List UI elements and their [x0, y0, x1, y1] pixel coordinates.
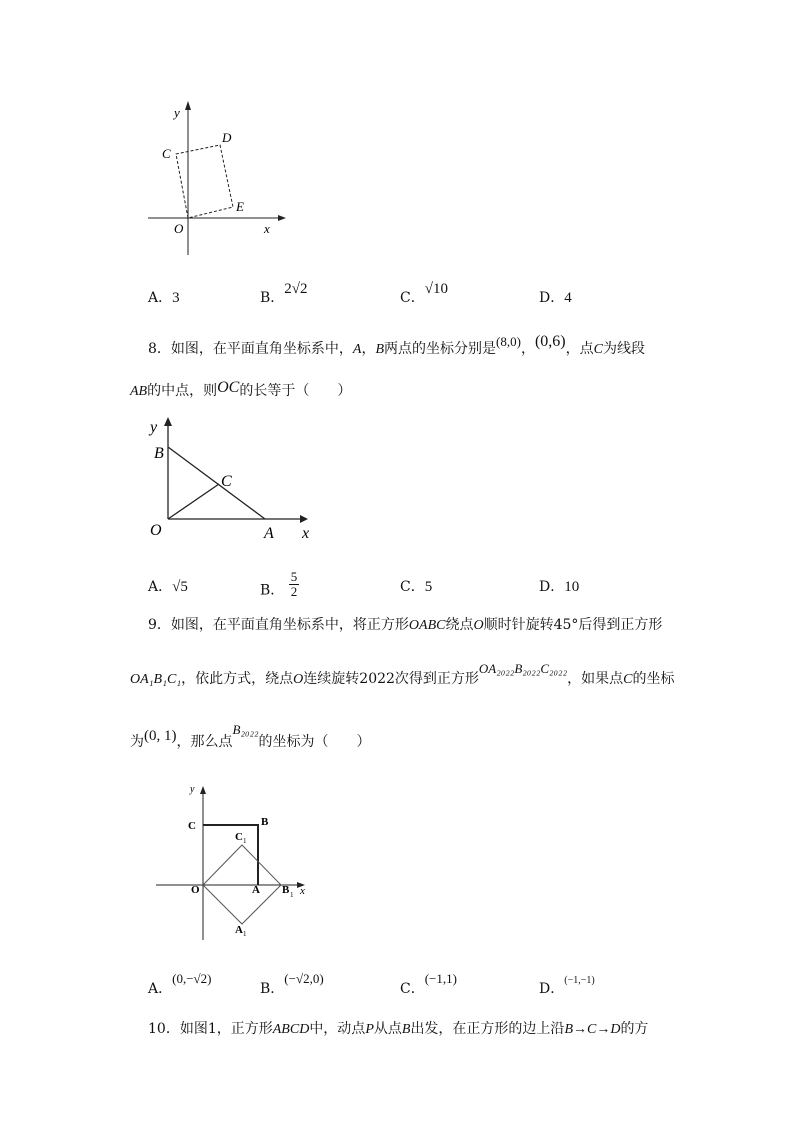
label-x: x	[300, 885, 305, 897]
q8-option-c[interactable]	[400, 576, 432, 596]
figure-q8	[140, 410, 330, 545]
label-e: E	[236, 199, 244, 214]
question-text: ，那么点	[176, 734, 233, 750]
point-b2022: B₂₀₂₂	[232, 722, 259, 737]
label-b1: B	[282, 884, 290, 896]
square-abcd: ABCD	[272, 1022, 310, 1037]
q10-line-1	[148, 1018, 648, 1038]
coord-b: (0,6)	[534, 333, 566, 350]
fraction-denominator: 2	[290, 584, 298, 599]
var-a: A	[352, 342, 362, 357]
question-number: 10．	[148, 1021, 180, 1037]
option-letter: D．	[539, 981, 565, 997]
label-c: C	[188, 820, 196, 832]
x-axis-arrow	[278, 215, 286, 221]
label-b1-sub: 1	[290, 891, 294, 899]
q9-line-3	[130, 722, 371, 751]
q9-line-1	[148, 614, 662, 634]
var-c: C	[593, 342, 603, 357]
q9-option-c[interactable]	[400, 971, 457, 998]
label-c1-sub: 1	[243, 837, 247, 845]
label-x: x	[302, 525, 310, 542]
var-b: B	[401, 1022, 411, 1037]
label-a: A	[264, 525, 274, 542]
label-a1: A	[235, 924, 243, 936]
question-number: 8．	[148, 341, 171, 357]
option-value: 10	[564, 579, 580, 595]
question-text: 中，动点	[309, 1021, 366, 1037]
label-c: C	[162, 146, 171, 161]
coord-a: (8,0)	[496, 334, 521, 349]
x-axis-arrow	[300, 515, 308, 523]
q8-line-1	[148, 333, 645, 358]
question-text: 的中点，则	[147, 383, 218, 399]
option-letter: D．	[539, 290, 565, 306]
q7-option-c[interactable]	[400, 281, 448, 307]
option-value: (−√2,0)	[284, 971, 324, 986]
question-text: ，如果点	[567, 671, 624, 687]
q8-option-d[interactable]	[539, 576, 579, 596]
segment-ab	[168, 447, 265, 519]
q8-option-a[interactable]	[148, 576, 188, 596]
option-value: 4	[564, 290, 572, 306]
question-text: ，点	[565, 341, 594, 357]
label-c1: C	[235, 831, 243, 843]
option-value: (−1,−1)	[564, 975, 595, 986]
option-letter: A．	[148, 579, 173, 595]
label-y: y	[190, 784, 195, 795]
option-letter: B．	[260, 981, 285, 997]
square-oa1b1c1: OA₁B₁C₁	[130, 672, 182, 687]
question-text: 的方	[620, 1021, 649, 1037]
y-axis-arrow	[200, 786, 206, 794]
label-y: y	[174, 105, 180, 120]
label-a: A	[252, 884, 260, 896]
fraction	[289, 570, 300, 599]
segment-oc	[168, 484, 219, 519]
question-text: 顺时针旋转45°后得到正方形	[483, 617, 663, 633]
comma: ，	[520, 341, 535, 357]
quadrilateral-ocde	[176, 145, 233, 218]
figure-q7	[140, 95, 290, 255]
option-letter: C．	[400, 290, 425, 306]
var-p: P	[365, 1022, 374, 1037]
path-bcd: B→C→D	[564, 1022, 621, 1037]
fraction-numerator: 5	[290, 569, 298, 584]
square-oa2022: OA₂₀₂₂B₂₀₂₂C₂₀₂₂	[478, 661, 568, 676]
var-ab: AB	[130, 384, 148, 399]
question-text: 如图，在平面直角坐标系中，将正方形	[170, 617, 409, 633]
question-text: 如图，在平面直角坐标系中，	[170, 341, 353, 357]
coord-c: (0, 1)	[144, 728, 177, 744]
question-text: 从点	[373, 1021, 402, 1037]
question-text: 如图1，正方形	[179, 1021, 273, 1037]
option-letter: A．	[148, 290, 173, 306]
option-value: 2√2	[284, 281, 308, 297]
option-letter: B．	[260, 290, 285, 306]
option-value: 5	[424, 579, 433, 595]
option-letter: D．	[539, 579, 565, 595]
q9-option-b[interactable]	[260, 971, 324, 998]
label-o: O	[150, 522, 162, 539]
option-letter: C．	[400, 981, 425, 997]
square-oabc: OABC	[408, 618, 446, 633]
point-o: O	[473, 618, 484, 633]
question-text: 连续旋转2022次得到正方形	[303, 671, 479, 687]
q9-line-2	[130, 661, 675, 688]
option-value: √5	[172, 579, 188, 595]
question-text: 两点的坐标分别是	[384, 341, 497, 357]
figure-q9	[150, 780, 320, 945]
label-x: x	[264, 221, 270, 236]
option-value: 3	[172, 290, 180, 306]
question-text: 的坐标为（ ）	[258, 734, 371, 750]
var-c: C	[623, 672, 633, 687]
label-b: B	[261, 816, 269, 828]
option-value: (−1,1)	[424, 971, 457, 986]
q9-option-d[interactable]	[539, 975, 595, 998]
question-text: 的坐标	[632, 671, 675, 687]
label-y: y	[150, 419, 158, 436]
q7-option-a[interactable]	[148, 287, 180, 307]
var-b: B	[375, 342, 385, 357]
question-text: ，依此方式，绕点	[181, 671, 294, 687]
option-value: √10	[424, 281, 448, 297]
option-letter: B．	[260, 582, 285, 599]
label-b: B	[154, 445, 164, 462]
label-c: C	[221, 473, 232, 490]
option-value: (0,−√2)	[172, 971, 212, 986]
question-text: 的长等于（ ）	[239, 383, 352, 399]
y-axis-arrow	[185, 101, 191, 110]
label-d: D	[222, 130, 232, 145]
label-a1-sub: 1	[243, 930, 247, 938]
point-o: O	[293, 672, 304, 687]
option-letter: A．	[148, 981, 173, 997]
q8-line-2	[130, 380, 351, 400]
question-text: 出发，在正方形的边上沿	[410, 1021, 565, 1037]
label-o: O	[174, 221, 184, 236]
segment-oc: OC	[217, 379, 240, 396]
comma: ，	[361, 341, 376, 357]
q8-option-b[interactable]	[260, 569, 299, 605]
question-number: 9．	[148, 617, 171, 633]
q7-option-d[interactable]	[539, 287, 572, 307]
q9-option-a[interactable]	[148, 971, 212, 998]
question-text: 绕点	[445, 617, 474, 633]
question-text: 为	[130, 734, 144, 750]
label-o: O	[191, 884, 200, 896]
option-letter: C．	[400, 579, 425, 595]
question-text: 为线段	[602, 341, 645, 357]
y-axis-arrow	[164, 417, 172, 426]
q7-option-b[interactable]	[260, 281, 308, 307]
